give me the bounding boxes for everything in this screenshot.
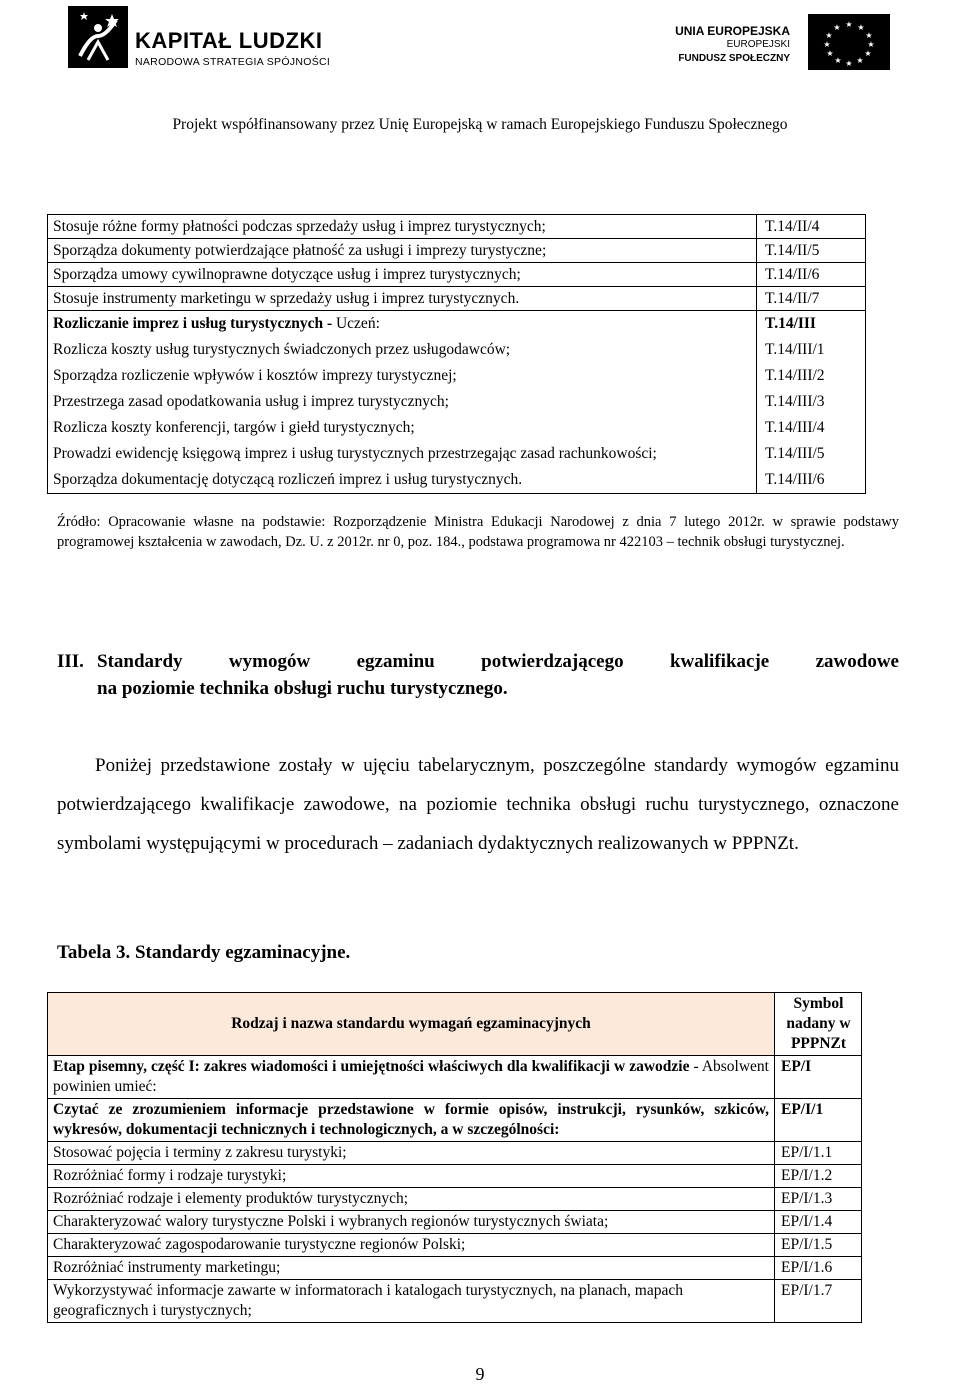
- standard-code: EP/I/1.1: [775, 1142, 862, 1165]
- project-cofinancing-line: Projekt współfinansowany przez Unię Europejską w ramach Europejskiego Funduszu Społecznego: [172, 116, 788, 133]
- svg-text:★: ★: [867, 40, 875, 49]
- outcome-code: T.14/III/6: [757, 467, 866, 494]
- eu-flag-icon: [808, 14, 890, 70]
- svg-text:★: ★: [856, 56, 864, 65]
- table-row: [48, 1234, 862, 1257]
- table-row: [48, 1056, 862, 1099]
- table-row: [48, 441, 866, 467]
- outcome-code: T.14/III: [757, 311, 866, 338]
- standard-text: Rozróżniać instrumenty marketingu;: [48, 1257, 775, 1280]
- table-row: [48, 215, 866, 239]
- table-row: [48, 415, 866, 441]
- svg-text:★: ★: [845, 20, 853, 29]
- table-row: [48, 1188, 862, 1211]
- standard-code: EP/I/1.3: [775, 1188, 862, 1211]
- page-number: 9: [475, 1364, 485, 1384]
- section-heading: [57, 648, 899, 702]
- section-number: III.: [57, 651, 84, 672]
- outcome-group-title: Rozliczanie imprez i usług turystycznych -: [53, 315, 333, 332]
- standard-code: EP/I/1.6: [775, 1257, 862, 1280]
- outcome-code: T.14/II/5: [757, 239, 866, 263]
- outcome-text: Stosuje instrumenty marketingu w sprzedaży usług i imprez turystycznych.: [48, 287, 757, 311]
- standard-text: Rozróżniać rodzaje i elementy produktów turystycznych;: [48, 1188, 775, 1211]
- outcome-code: T.14/III/5: [757, 441, 866, 467]
- standard-code: EP/I: [775, 1056, 862, 1099]
- svg-text:★: ★: [857, 23, 865, 32]
- standard-code: EP/I/1: [775, 1099, 862, 1142]
- table-row: [48, 1165, 862, 1188]
- stage-suffix: - Absolwent powinien umieć:: [53, 1058, 769, 1095]
- header-symbol: Symbol nadany w PPPNZt: [775, 993, 862, 1056]
- svg-text:★: ★: [834, 56, 842, 65]
- table-row: [48, 389, 866, 415]
- standard-code: EP/I/1.2: [775, 1165, 862, 1188]
- table-row: [48, 1211, 862, 1234]
- table-row: [48, 311, 866, 338]
- kapital-ludzki-subtitle: NARODOWA STRATEGIA SPÓJNOŚCI: [135, 56, 331, 68]
- table-row: [48, 1257, 862, 1280]
- outcome-group-heading: [48, 311, 757, 338]
- eu-logo: [675, 10, 890, 70]
- svg-text:★: ★: [865, 31, 873, 40]
- eu-logo-line2: EUROPEJSKI: [726, 39, 790, 50]
- outcome-text: Sporządza dokumentację dotyczącą rozliczeń imprez i usług turystycznych.: [48, 467, 757, 494]
- svg-text:★: ★: [845, 59, 853, 68]
- table-caption: Tabela 3. Standardy egzaminacyjne.: [57, 942, 351, 963]
- table-row: [48, 363, 866, 389]
- stage-title: Etap pisemny, część I: zakres wiadomości i umiejętności właściwych dla kwalifikacji w zawodzie: [53, 1058, 690, 1075]
- outcome-text: Sporządza umowy cywilnoprawne dotyczące usług i imprez turystycznych;: [48, 263, 757, 287]
- kapital-ludzki-title: KAPITAŁ LUDZKI: [135, 28, 323, 53]
- svg-text:★: ★: [833, 23, 841, 32]
- eu-logo-line3: FUNDUSZ SPOŁECZNY: [678, 53, 790, 64]
- standard-text: Charakteryzować zagospodarowanie turystyczne regionów Polski;: [48, 1234, 775, 1257]
- table-row: [48, 1142, 862, 1165]
- outcome-group-suffix: Uczeń:: [332, 315, 380, 332]
- svg-text:★: ★: [826, 49, 834, 58]
- standard-text: Stosować pojęcia i terminy z zakresu turystyki;: [48, 1142, 775, 1165]
- table-row: [48, 337, 866, 363]
- table-row: [48, 263, 866, 287]
- outcome-text: Rozlicza koszty usług turystycznych świadczonych przez usługodawców;: [48, 337, 757, 363]
- source-note: Źródło: Opracowanie własne na podstawie: Rozporządzenie Ministra Edukacji Narodowej z dnia 7 lutego 2012r. w sprawie podstawy programowej kształcenia w zawodach, Dz. U. z 2012r. nr 0, poz. 184., podstawa programowa nr 422103 – technik obsługi turystycznej.: [57, 514, 899, 550]
- table-header-row: [48, 993, 862, 1056]
- learning-outcomes-table: [47, 214, 866, 494]
- svg-text:★: ★: [823, 40, 831, 49]
- table-row: [48, 1099, 862, 1142]
- header-standard-name: Rodzaj i nazwa standardu wymagań egzaminacyjnych: [48, 993, 775, 1056]
- standard-code: EP/I/1.4: [775, 1211, 862, 1234]
- table-row: [48, 1280, 862, 1323]
- outcome-code: T.14/III/3: [757, 389, 866, 415]
- standard-code: EP/I/1.5: [775, 1234, 862, 1257]
- svg-text:★: ★: [864, 49, 872, 58]
- intro-paragraph: Poniżej przedstawione zostały w ujęciu tabelarycznym, poszczególne standardy wymogów egzaminu potwierdzającego kwalifikacje zawodowe, na poziomie technika obsługi ruchu turystycznego, oznaczone symbolami występującymi w procedurach – zadaniach dydaktycznych realizowanych w PPPNZt.: [57, 755, 899, 854]
- outcome-code: T.14/III/1: [757, 337, 866, 363]
- svg-text:★: ★: [825, 31, 833, 40]
- outcome-code: T.14/II/4: [757, 215, 866, 239]
- standard-text: Rozróżniać formy i rodzaje turystyki;: [48, 1165, 775, 1188]
- table-row: [48, 467, 866, 494]
- outcome-code: T.14/II/6: [757, 263, 866, 287]
- table-row: [48, 239, 866, 263]
- outcome-text: Sporządza rozliczenie wpływów i kosztów imprezy turystycznej;: [48, 363, 757, 389]
- stage-description: [48, 1056, 775, 1099]
- standard-text: Charakteryzować walory turystyczne Polski i wybranych regionów turystycznych świata;: [48, 1211, 775, 1234]
- eu-logo-line1: UNIA EUROPEJSKA: [675, 24, 790, 38]
- section-title-line1: Standardy wymogów egzaminu potwierdzającego kwalifikacje zawodowe: [97, 651, 899, 672]
- section-title-line2: na poziomie technika obsługi ruchu turystycznego.: [97, 678, 508, 699]
- outcome-text: Przestrzega zasad opodatkowania usług i imprez turystycznych;: [48, 389, 757, 415]
- outcome-code: T.14/III/2: [757, 363, 866, 389]
- group-description: Czytać ze zrozumieniem informacje przedstawione w formie opisów, instrukcji, rysunków, szkiców, wykresów, dokumentacji technicznych i technologicznych, a w szczególności:: [48, 1099, 775, 1142]
- outcome-text: Prowadzi ewidencję księgową imprez i usług turystycznych przestrzegając zasad rachunkowości;: [48, 441, 757, 467]
- standard-code: EP/I/1.7: [775, 1280, 862, 1323]
- outcome-code: T.14/III/4: [757, 415, 866, 441]
- outcome-code: T.14/II/7: [757, 287, 866, 311]
- standard-text: Wykorzystywać informacje zawarte w informatorach i katalogach turystycznych, na planach, mapach geograficznych i turystycznych;: [48, 1280, 775, 1323]
- eu-logo-text: [675, 24, 790, 66]
- exam-standards-table: [47, 992, 862, 1323]
- outcome-text: Stosuje różne formy płatności podczas sprzedaży usług i imprez turystycznych;: [48, 215, 757, 239]
- outcome-text: Sporządza dokumenty potwierdzające płatność za usługi i imprezy turystyczne;: [48, 239, 757, 263]
- kapital-ludzki-logo: [68, 6, 331, 72]
- outcome-text: Rozlicza koszty konferencji, targów i giełd turystycznych;: [48, 415, 757, 441]
- kapital-ludzki-emblem-icon: [68, 6, 128, 68]
- table-row: [48, 287, 866, 311]
